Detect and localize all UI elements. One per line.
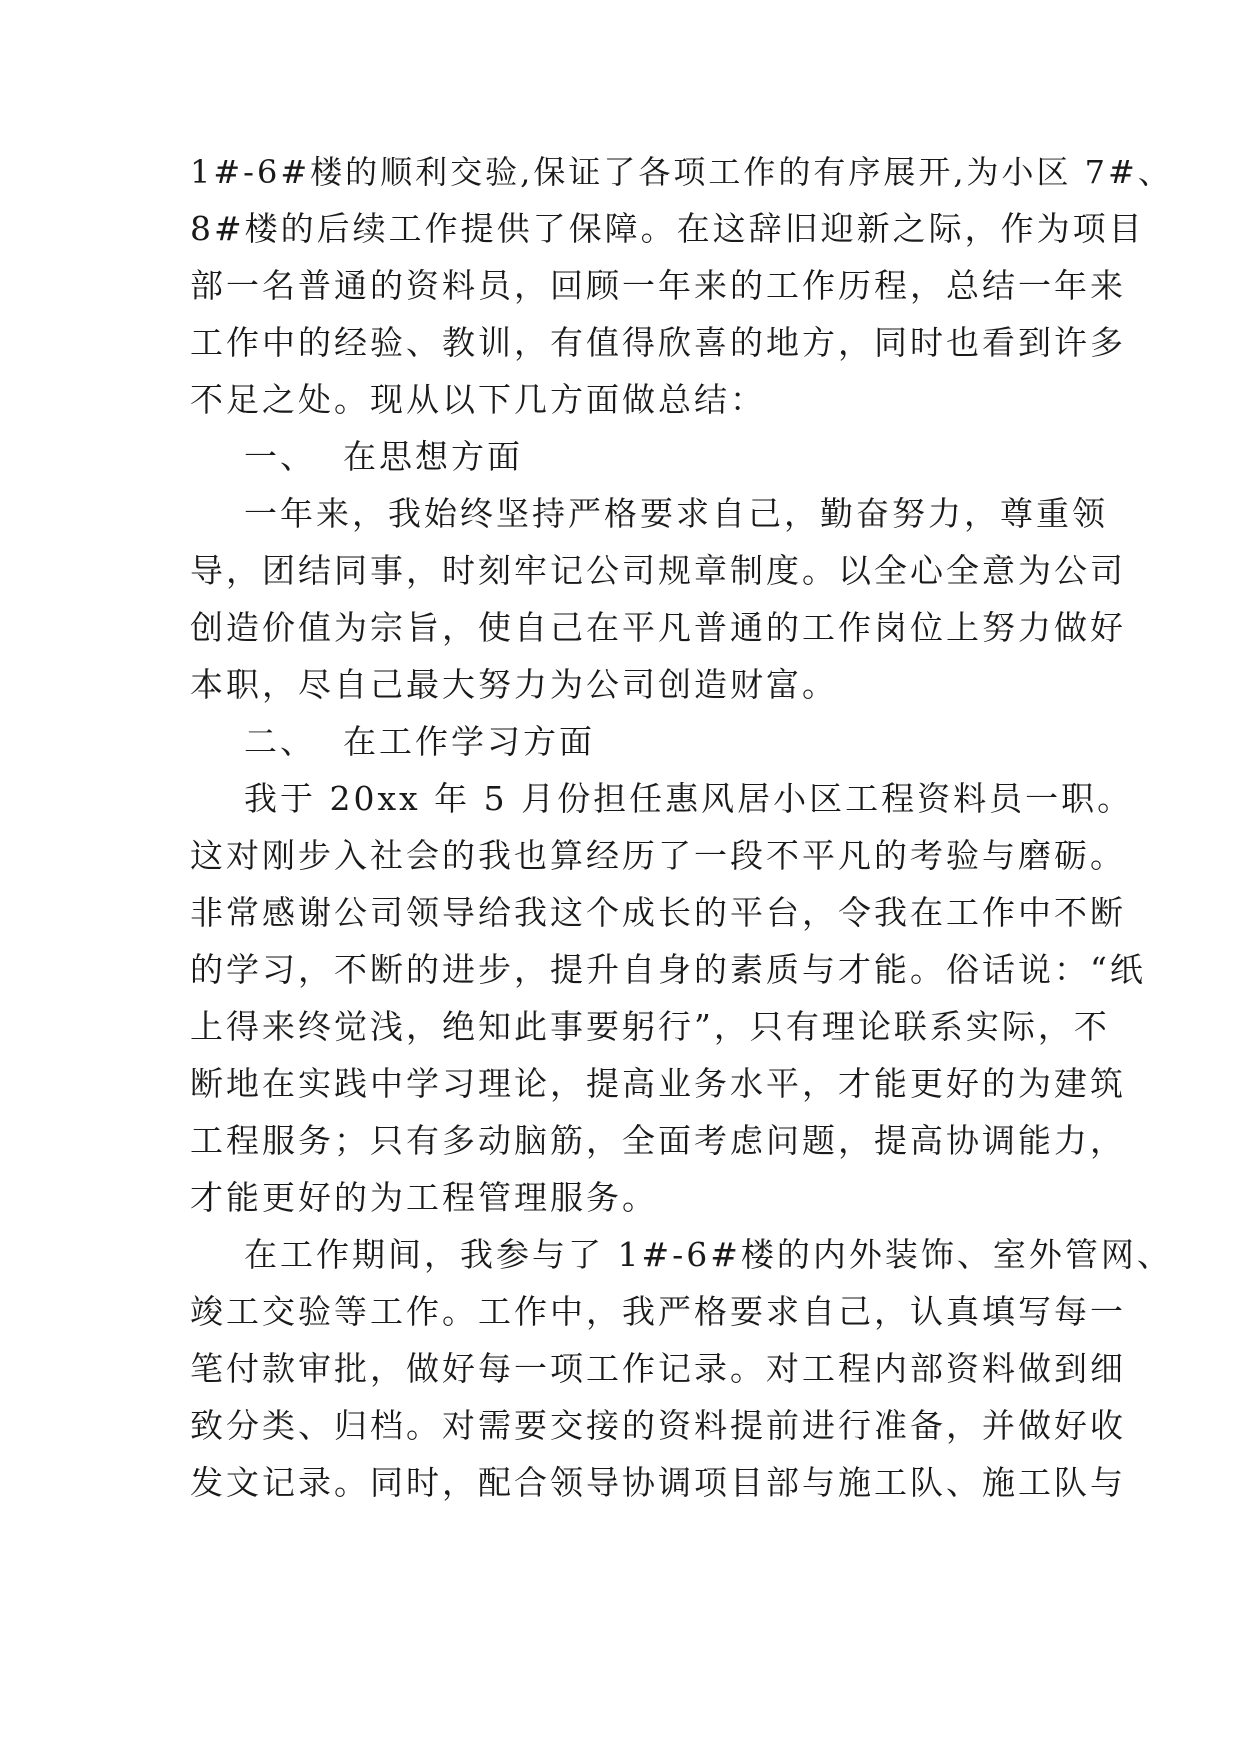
text-line: 1#-6#楼的顺利交验,保证了各项工作的有序展开,为小区 7#、 (190, 153, 1173, 191)
text-line: 8#楼的后续工作提供了保障。在这辞旧迎新之际，作为项目 (190, 209, 1145, 248)
section-heading: 二、 在工作学习方面 (190, 722, 595, 761)
text-line: 不足之处。现从以下几方面做总结： (190, 380, 766, 419)
text-line: 致分类、归档。对需要交接的资料提前进行准备，并做好收 (190, 1406, 1126, 1445)
text-line: 我于 20xx 年 5 月份担任惠风居小区工程资料员一职。 (190, 779, 1134, 818)
text-line: 这对刚步入社会的我也算经历了一段不平凡的考验与磨砺。 (190, 836, 1126, 875)
section-heading: 一、 在思想方面 (190, 437, 523, 476)
text-line: 笔付款审批，做好每一项工作记录。对工程内部资料做到细 (190, 1349, 1126, 1388)
text-line: 创造价值为宗旨，使自己在平凡普通的工作岗位上努力做好 (190, 608, 1126, 647)
text-line: 工作中的经验、教训，有值得欣喜的地方，同时也看到许多 (190, 323, 1126, 362)
text-line: 上得来终觉浅，绝知此事要躬行”，只有理论联系实际，不 (190, 1007, 1110, 1046)
text-line: 工程服务；只有多动脑筋，全面考虑问题，提高协调能力， (190, 1121, 1126, 1160)
text-line: 在工作期间，我参与了 1#-6#楼的内外装饰、室外管网、 (190, 1235, 1173, 1274)
text-line: 断地在实践中学习理论，提高业务水平，才能更好的为建筑 (190, 1064, 1126, 1103)
text-line: 竣工交验等工作。工作中，我严格要求自己，认真填写每一 (190, 1292, 1126, 1331)
text-line: 部一名普通的资料员，回顾一年来的工作历程，总结一年来 (190, 266, 1126, 305)
text-line: 本职，尽自己最大努力为公司创造财富。 (190, 665, 838, 704)
text-line: 导，团结同事，时刻牢记公司规章制度。以全心全意为公司 (190, 551, 1126, 590)
text-line: 非常感谢公司领导给我这个成长的平台，令我在工作中不断 (190, 893, 1126, 932)
text-line: 发文记录。同时，配合领导协调项目部与施工队、施工队与 (190, 1463, 1126, 1502)
text-line: 的学习，不断的进步，提升自身的素质与才能。俗话说：“纸 (190, 950, 1146, 989)
text-line: 一年来，我始终坚持严格要求自己，勤奋努力，尊重领 (190, 494, 1108, 533)
text-line: 才能更好的为工程管理服务。 (190, 1178, 658, 1217)
